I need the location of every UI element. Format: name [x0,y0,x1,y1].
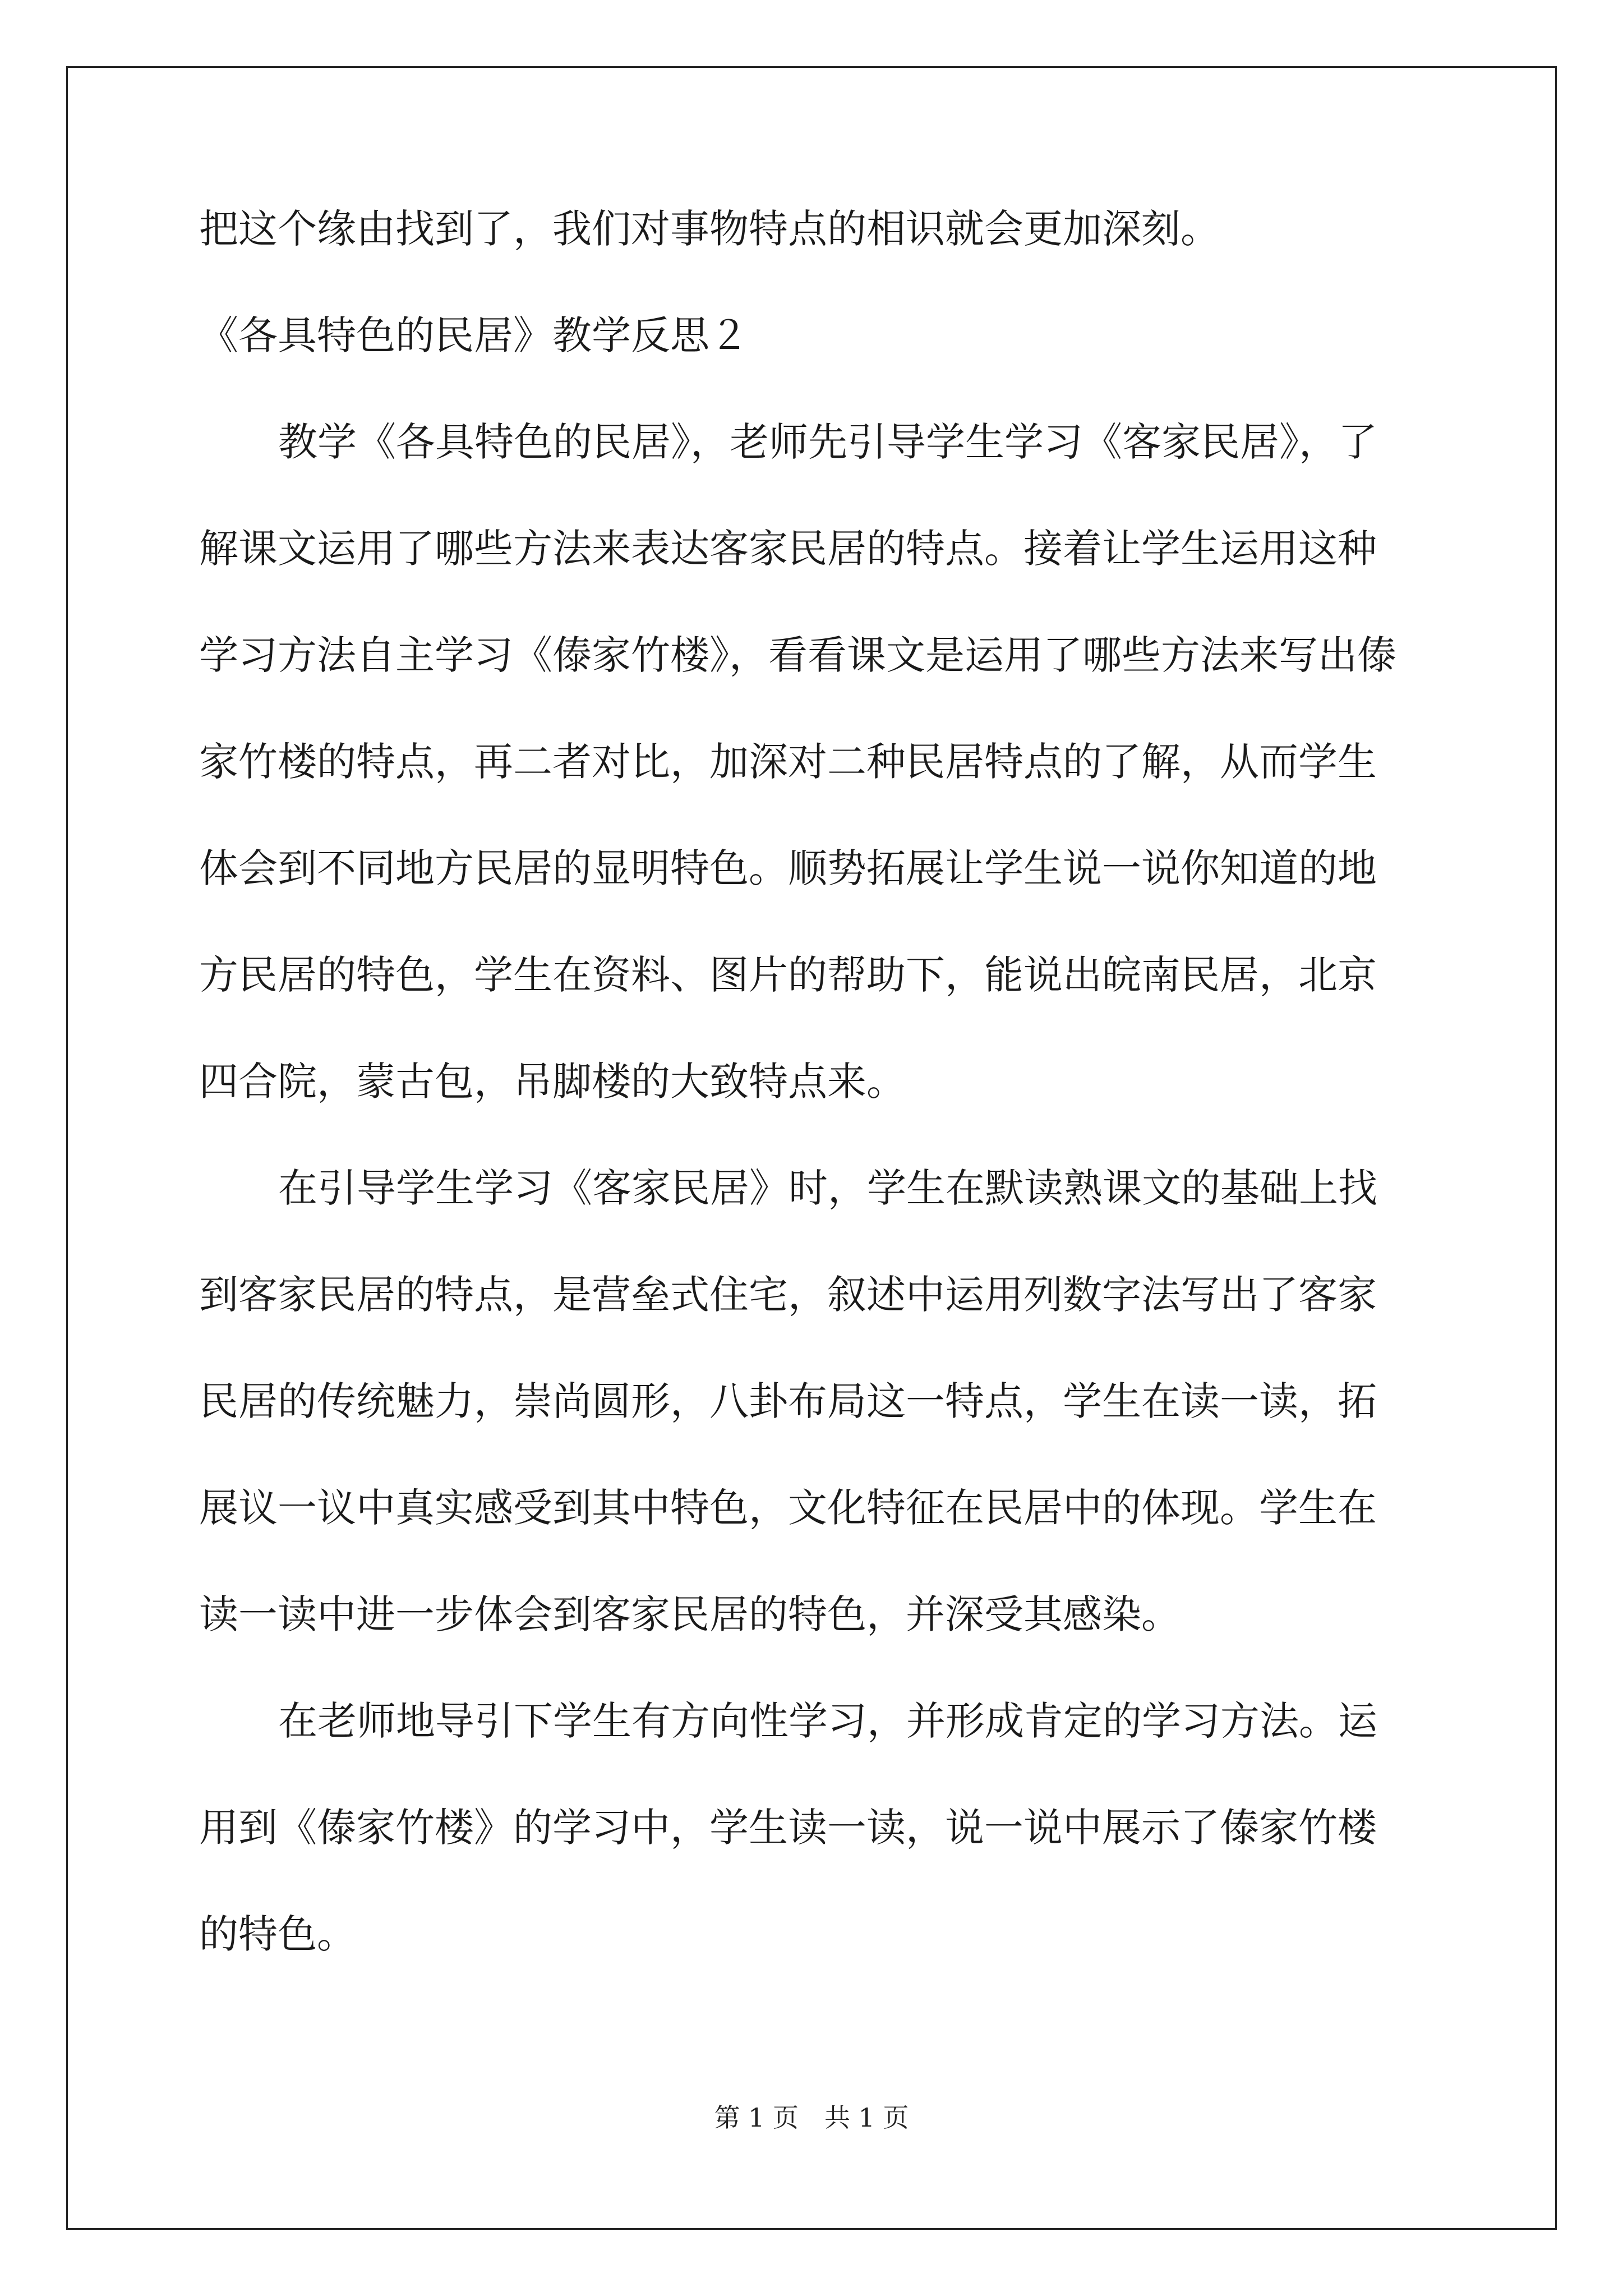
text-line: 的特色。 [199,1911,356,1957]
text-line: 解课文运用了哪些方法来表达客家民居的特点。接着让学生运用这种 [199,526,1377,572]
paragraph-2 [199,1161,1430,1641]
page-footer: 第 1 页 共 1 页 [714,2102,909,2133]
paragraph-3 [199,1694,1430,1961]
text-line: 展议一议中真实感受到其中特色，文化特征在民居中的体现。学生在 [199,1485,1377,1531]
text-line: 用到《傣家竹楼》的学习中，学生读一读，说一说中展示了傣家竹楼 [199,1805,1377,1851]
text-line: 方民居的特色，学生在资料、图片的帮助下，能说出皖南民居，北京 [199,952,1377,998]
text-line: 体会到不同地方民居的显明特色。顺势拓展让学生说一说你知道的地 [199,845,1377,891]
text-line: 民居的传统魅力，崇尚圆形，八卦布局这一特点，学生在读一读，拓 [199,1378,1377,1424]
text-line: 读一读中进一步体会到客家民居的特色，并深受其感染。 [199,1591,1181,1637]
text-line: 把这个缘由找到了，我们对事物特点的相识就会更加深刻。 [199,206,1220,252]
document-body [199,202,1430,2014]
section-heading: 《各具特色的民居》教学反思２ [199,312,749,358]
text-line: 教学《各具特色的民居》，老师先引导学生学习《客家民居》，了 [278,419,1377,465]
text-line: 在老师地导引下学生有方向性学习，并形成肯定的学习方法。运 [278,1698,1377,1744]
paragraph-1 [199,415,1430,1108]
text-line: 四合院，蒙古包，吊脚楼的大致特点来。 [199,1059,906,1105]
text-line: 在引导学生学习《客家民居》时，学生在默读熟课文的基础上找 [278,1165,1377,1211]
text-line: 到客家民居的特点，是营垒式住宅，叙述中运用列数字法写出了客家 [199,1272,1377,1318]
text-line: 学习方法自主学习《傣家竹楼》，看看课文是运用了哪些方法来写出傣 [199,632,1396,678]
text-line: 家竹楼的特点，再二者对比，加深对二种民居特点的了解，从而学生 [199,739,1377,785]
continued-paragraph [199,202,1430,256]
